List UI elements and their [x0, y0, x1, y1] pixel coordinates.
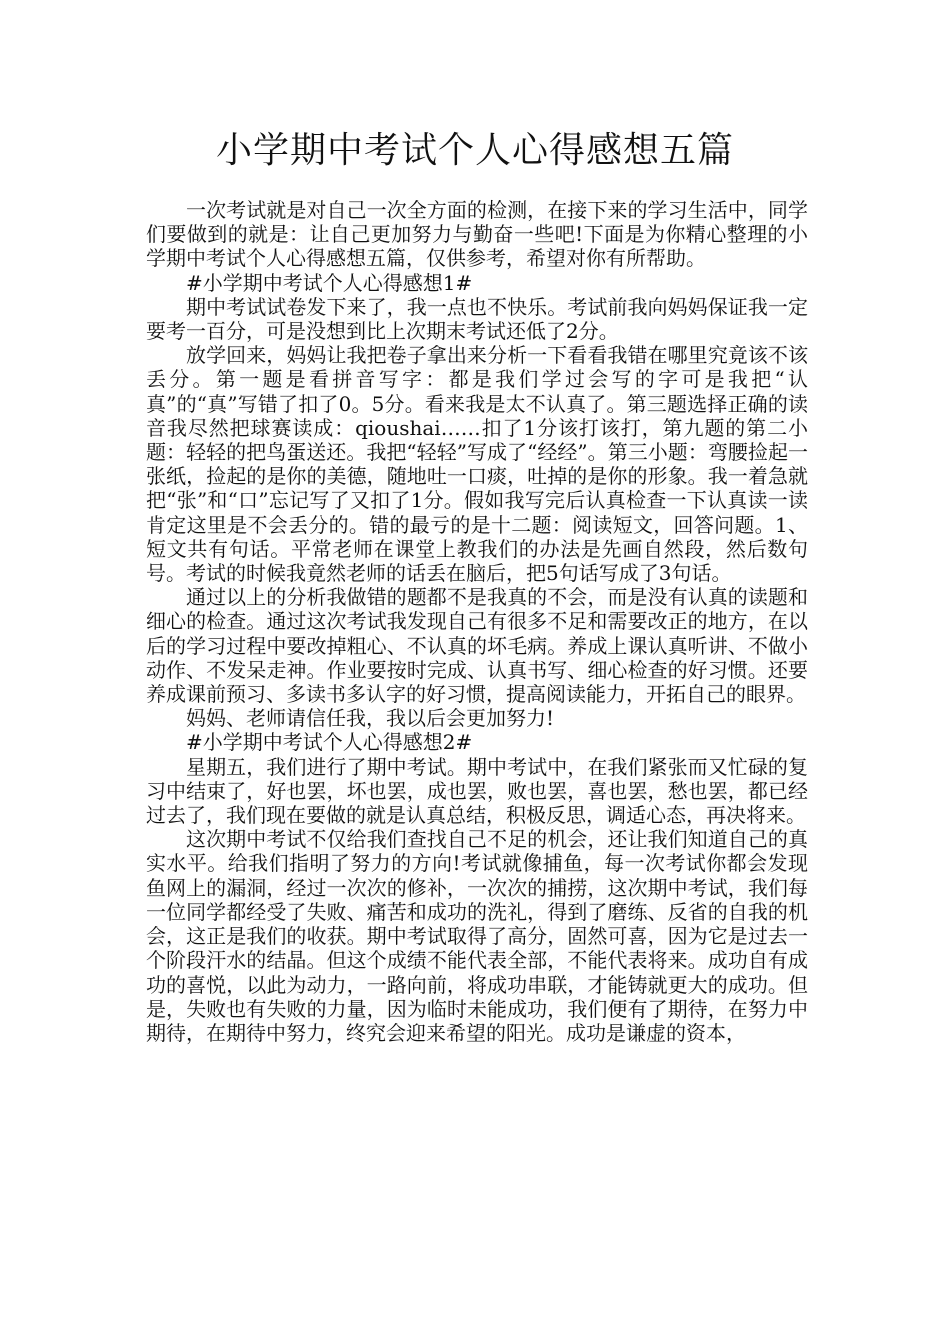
paragraph: 这次期中考试不仅给我们查找自己不足的机会，还让我们知道自己的真实水平。给我们指明了努力的方向!考试就像捕鱼，每一次考试你都会发现鱼网上的漏洞，经过一次次的修补，一次次的捕捞，这次期中考试，我们每一位同学都经受了失败、痛苦和成功的洗礼，得到了磨练、反省的自我的机会，这正是我们的收获。期中考试取得了高分，固然可喜，因为它是过去一个阶段汗水的结晶。但这个成绩不能代表全部，不能代表将来。成功自有成功的喜悦，以此为动力，一路向前，将成功串联，才能铸就更大的成功。但是，失败也有失败的力量，因为临时未能成功，我们便有了期待，在努力中期待，在期待中努力，终究会迎来希望的阳光。成功是谦虚的资本，	[146, 827, 808, 1045]
paragraph: 期中考试试卷发下来了，我一点也不快乐。考试前我向妈妈保证我一定要考一百分，可是没想到比上次期末考试还低了2分。	[146, 294, 808, 344]
document-body	[146, 198, 808, 1045]
paragraph-intro: 一次考试就是对自己一次全方面的检测，在接下来的学习生活中，同学们要做到的就是：让自己更加努力与勤奋一些吧!下面是为你精心整理的小学期中考试个人心得感想五篇，仅供参考，希望对你有所帮助。	[146, 198, 808, 271]
paragraph: 妈妈、老师请信任我，我以后会更加努力!	[186, 706, 555, 731]
section-heading-1: #小学期中考试个人心得感想1#	[186, 270, 473, 295]
paragraph: 放学回来，妈妈让我把卷子拿出来分析一下看看我错在哪里究竟该不该丢分。第一题是看拼音写字：都是我们学过会写的字可是我把“认真”的“真”写错了扣了0。5分。看来我是太不认真了。第三题选择正确的读音我尽然把球赛读成：qioushai……扣了1分该打该打，第九题的第二小题：轻轻的把鸟蛋送还。我把“轻轻”写成了“经经”。第三小题：弯腰捡起一张纸，捡起的是你的美德，随地吐一口痰，吐掉的是你的形象。我一着急就把“张”和“口”忘记写了又扣了1分。假如我写完后认真检查一下认真读一读肯定这里是不会丢分的。错的最亏的是十二题：阅读短文，回答问题。1、短文共有句话。平常老师在课堂上教我们的办法是先画自然段，然后数句号。考试的时候我竟然老师的话丢在脑后，把5句话写成了3句话。	[146, 343, 808, 586]
section-heading-2: #小学期中考试个人心得感想2#	[186, 730, 473, 755]
document-title: 小学期中考试个人心得感想五篇	[215, 130, 734, 171]
paragraph: 通过以上的分析我做错的题都不是我真的不会，而是没有认真的读题和细心的检查。通过这次考试我发现自己有很多不足和需要改正的地方，在以后的学习过程中要改掉粗心、不认真的坏毛病。养成上课认真听讲、不做小动作、不发呆走神。作业要按时完成、认真书写、细心检查的好习惯。还要养成课前预习、多读书多认字的好习惯，提高阅读能力，开拓自己的眼界。	[146, 585, 808, 707]
paragraph: 星期五，我们进行了期中考试。期中考试中，在我们紧张而又忙碌的复习中结束了，好也罢，坏也罢，成也罢，败也罢，喜也罢，愁也罢，都已经过去了，我们现在要做的就是认真总结，积极反思，调适心态，再决将来。	[146, 754, 808, 828]
